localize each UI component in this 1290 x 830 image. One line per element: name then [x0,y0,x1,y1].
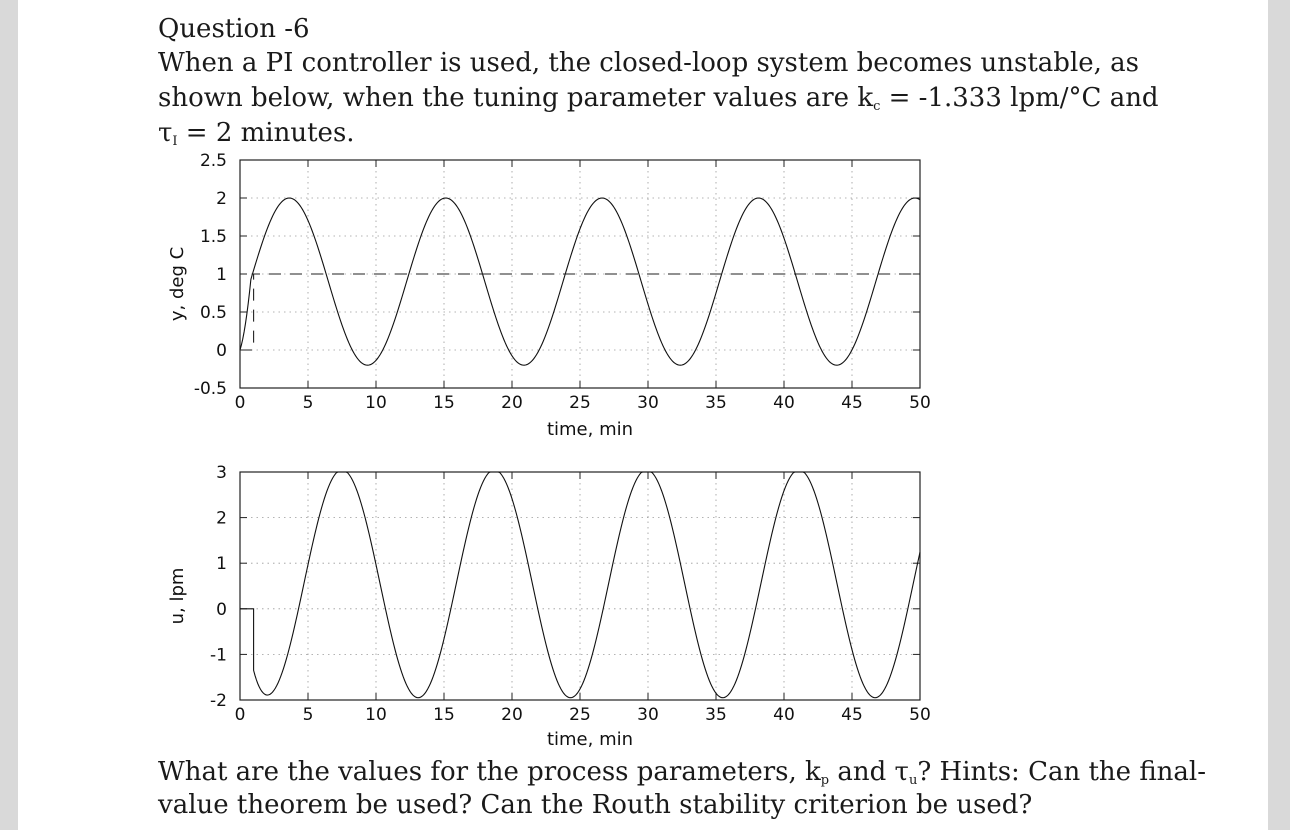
x-tick-label: 10 [365,705,387,725]
y-tick-label: 2 [216,189,227,209]
x-tick-label: 45 [841,393,863,413]
chart-1 [167,151,931,440]
x-tick-label: 50 [909,705,931,725]
x-tick-label: 25 [569,705,591,725]
x-tick-label: 30 [637,705,659,725]
y-tick-label: 0.5 [199,303,227,323]
y-tick-label: -1 [210,645,227,666]
x-axis-label: time, min [546,419,634,440]
x-tick-label: 20 [501,393,523,413]
chart-2 [167,463,931,750]
x-tick-label: 25 [569,393,591,413]
y-tick-label: 0 [216,599,227,620]
x-tick-label: 0 [234,705,246,725]
y-tick-label: 1 [216,554,227,575]
question-title: Question -6 [158,14,310,44]
y-tick-label: 3 [216,463,227,483]
x-tick-label: 5 [302,705,314,725]
y-tick-label: 1.5 [199,227,227,247]
x-tick-label: 35 [705,393,727,413]
x-tick-label: 45 [841,705,863,725]
question-prompt-line-2: value theorem be used? Can the Routh stability criterion be used? [158,790,1033,820]
question-prompt-line-1: What are the values for the process parameters, $k_p$ and $\tau_u$? Hints: Can the final- [158,757,1207,788]
question-line-3: $\tau_I = 2$ minutes. [158,118,355,149]
x-tick-label: 40 [773,393,795,413]
y-tick-label: 0 [216,341,227,361]
x-tick-label: 35 [705,705,727,725]
x-tick-label: 5 [302,393,314,413]
question-line-2: shown below, when the tuning parameter values are $k_c = -1.333$ lpm/°C and [158,83,1159,114]
y-tick-label: -2 [210,691,227,711]
x-tick-label: 15 [433,705,455,725]
y-axis-label: u, lpm [167,567,188,625]
y-tick-label: 2 [216,508,227,529]
y-tick-label: 1 [216,265,227,285]
y-tick-label: -0.5 [193,379,227,399]
x-tick-label: 50 [909,393,931,413]
y-tick-label: 2.5 [199,151,227,171]
x-tick-label: 40 [773,705,795,725]
y-axis-label: y, deg C [167,246,188,322]
x-tick-label: 0 [234,393,246,413]
question-line-1: When a PI controller is used, the closed-loop system becomes unstable, as [158,48,1140,78]
x-tick-label: 20 [501,705,523,725]
x-axis-label: time, min [546,729,634,750]
x-tick-label: 30 [637,393,659,413]
x-tick-label: 15 [433,393,455,413]
x-tick-label: 10 [365,393,387,413]
